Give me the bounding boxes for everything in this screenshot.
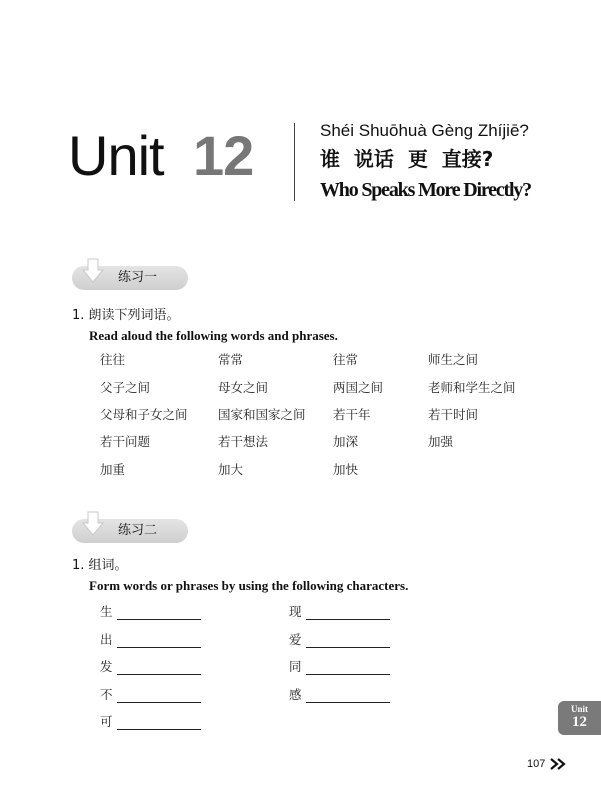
double-chevron-right-icon: [550, 758, 566, 770]
lesson-pinyin-title: Shéi Shuōhuà Gèng Zhíjiē?: [320, 121, 529, 140]
answer-blank[interactable]: [306, 647, 390, 648]
word-item: 常常: [218, 352, 244, 367]
word-item: 父母和子女之间: [100, 407, 188, 422]
badge-unit-number: 12: [572, 714, 587, 730]
word-item: 两国之间: [333, 380, 384, 395]
word-item: 老师和学生之间: [428, 380, 516, 395]
word-item: 若干年: [333, 407, 371, 422]
exercise-2-question-cn: 1. 组词。: [72, 558, 128, 573]
word-item: 加深: [333, 434, 359, 449]
answer-blank[interactable]: [117, 702, 201, 703]
fill-char: 爱: [289, 632, 302, 647]
answer-blank[interactable]: [306, 702, 390, 703]
exercise-2-label: 练习二: [118, 523, 158, 538]
fill-char: 出: [100, 632, 113, 647]
fill-char: 现: [289, 604, 302, 619]
word-item: 往常: [333, 352, 359, 367]
word-item: 父子之间: [100, 380, 151, 395]
fill-char: 生: [100, 604, 113, 619]
page-number: 107: [527, 758, 546, 770]
unit-number: 12: [193, 124, 254, 187]
answer-blank[interactable]: [117, 729, 201, 730]
fill-char: 不: [100, 687, 113, 702]
answer-blank[interactable]: [306, 674, 390, 675]
word-item: 国家和国家之间: [218, 407, 306, 422]
lesson-english-title: Who Speaks More Directly?: [320, 179, 531, 201]
badge-unit-label: Unit: [570, 704, 588, 714]
word-item: 母女之间: [218, 380, 269, 395]
word-item: 若干问题: [100, 434, 151, 449]
word-item: 若干时间: [428, 407, 479, 422]
word-item: 加强: [428, 434, 454, 449]
lesson-chinese-title: 谁 说话 更 直接?: [320, 147, 494, 171]
header-divider: [294, 123, 295, 201]
word-item: 师生之间: [428, 352, 479, 367]
exercise-1-label: 练习一: [118, 270, 158, 285]
fill-char: 可: [100, 714, 113, 729]
word-item: 加大: [218, 462, 244, 477]
answer-blank[interactable]: [117, 619, 201, 620]
unit-word: Unit: [68, 124, 164, 187]
exercise-2-question-en: Form words or phrases by using the following characters.: [89, 578, 409, 593]
word-item: 加快: [333, 462, 359, 477]
exercise-1-question-en: Read aloud the following words and phrases.: [89, 328, 338, 343]
answer-blank[interactable]: [306, 619, 390, 620]
exercise-1-question-cn: 1. 朗读下列词语。: [72, 308, 180, 323]
word-item: 加重: [100, 462, 126, 477]
down-arrow-icon: [82, 258, 104, 284]
word-item: 若干想法: [218, 434, 269, 449]
fill-char: 同: [289, 659, 302, 674]
answer-blank[interactable]: [117, 647, 201, 648]
answer-blank[interactable]: [117, 674, 201, 675]
down-arrow-icon: [82, 511, 104, 537]
fill-char: 感: [289, 687, 302, 702]
word-item: 往往: [100, 352, 126, 367]
fill-char: 发: [100, 659, 113, 674]
